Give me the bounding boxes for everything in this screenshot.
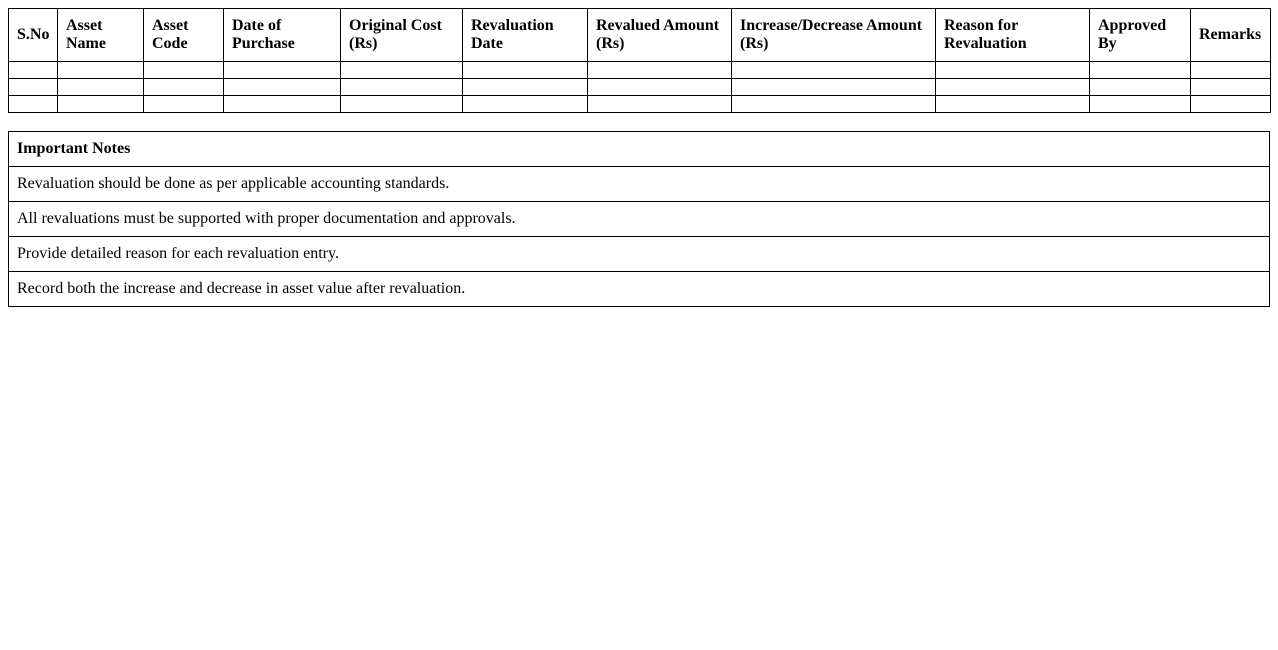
table-cell [1090,79,1191,96]
header-sno: S.No [9,9,58,62]
asset-revaluation-table [8,8,1271,113]
header-original-cost: Original Cost (Rs) [341,9,463,62]
table-cell [588,62,732,79]
table-cell [9,79,58,96]
table-row [9,79,1271,96]
document-body [8,8,1270,307]
table-cell [463,96,588,113]
table-cell [58,96,144,113]
table-cell [1191,79,1271,96]
table-cell [144,96,224,113]
table-cell [936,96,1090,113]
table-cell [1090,62,1191,79]
table-cell [1191,96,1271,113]
header-reason-for-revaluation: Reason for Revaluation [936,9,1090,62]
table-cell [144,62,224,79]
note-item: Provide detailed reason for each revaluation entry. [9,237,1270,272]
header-revalued-amount: Revalued Amount (Rs) [588,9,732,62]
table-cell [463,79,588,96]
table-cell [732,96,936,113]
note-row [9,237,1270,272]
table-cell [588,79,732,96]
table-cell [936,62,1090,79]
header-date-of-purchase: Date of Purchase [224,9,341,62]
header-approved-by: Approved By [1090,9,1191,62]
note-item: Revaluation should be done as per applicable accounting standards. [9,167,1270,202]
table-cell [58,79,144,96]
table-cell [341,62,463,79]
table-cell [58,62,144,79]
header-asset-code: Asset Code [144,9,224,62]
note-row [9,272,1270,307]
header-revaluation-date: Revaluation Date [463,9,588,62]
table-cell [588,96,732,113]
table-cell [936,79,1090,96]
note-item: All revaluations must be supported with proper documentation and approvals. [9,202,1270,237]
table-cell [224,96,341,113]
table-cell [1090,96,1191,113]
table-cell [1191,62,1271,79]
table-header-row [9,9,1271,62]
table-cell [732,62,936,79]
note-item: Record both the increase and decrease in asset value after revaluation. [9,272,1270,307]
table-cell [9,62,58,79]
note-row [9,202,1270,237]
table-cell [224,62,341,79]
table-cell [9,96,58,113]
notes-title-row [9,132,1270,167]
table-cell [144,79,224,96]
table-cell [341,96,463,113]
header-remarks: Remarks [1191,9,1271,62]
important-notes-table [8,131,1270,307]
table-cell [341,79,463,96]
table-row [9,96,1271,113]
table-cell [224,79,341,96]
header-increase-decrease-amount: Increase/Decrease Amount (Rs) [732,9,936,62]
table-cell [732,79,936,96]
header-asset-name: Asset Name [58,9,144,62]
notes-title: Important Notes [9,132,1270,167]
table-row [9,62,1271,79]
note-row [9,167,1270,202]
table-cell [463,62,588,79]
